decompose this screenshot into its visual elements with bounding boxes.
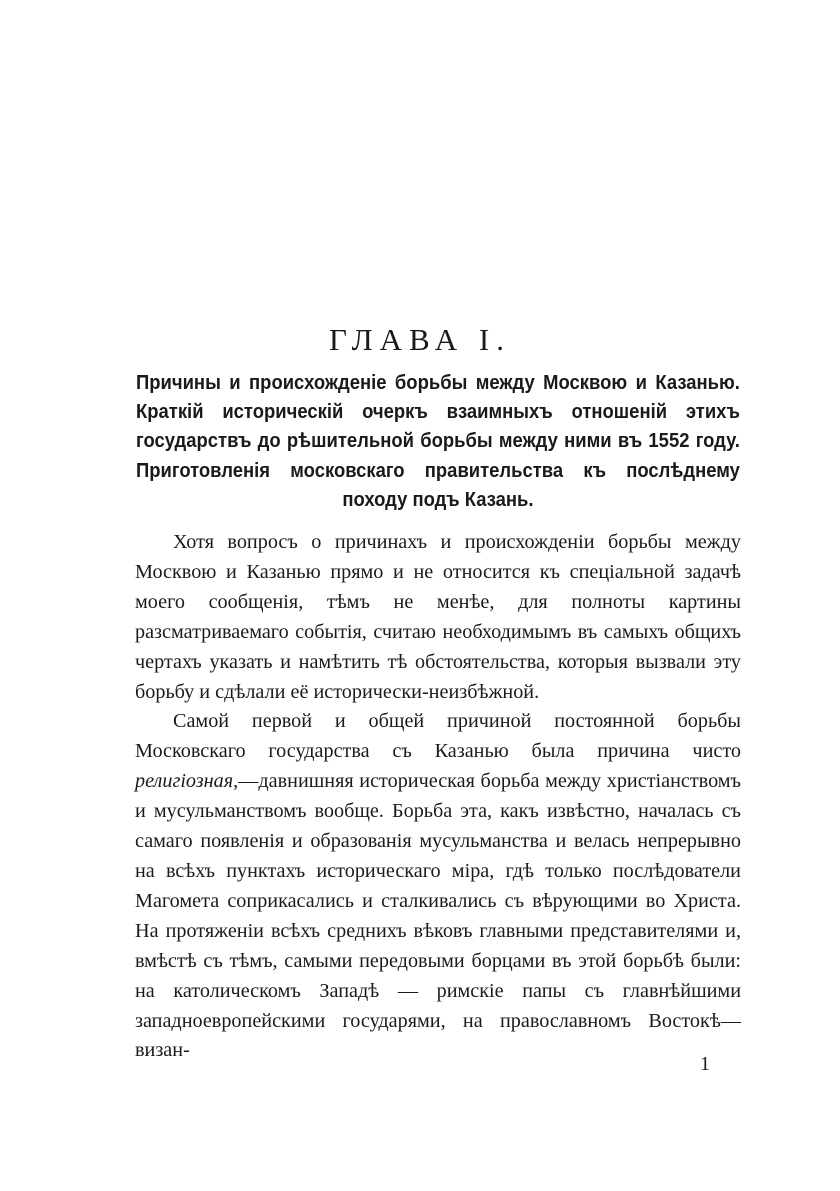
page-number: 1 bbox=[700, 1053, 710, 1075]
body-text bbox=[135, 528, 741, 1066]
paragraph-2-start: Самой первой и общей причиной постоянной борьбы Московскаго государства съ Казанью была причина чисто bbox=[135, 710, 741, 763]
paragraph-1: Хотя вопросъ о причинахъ и происхожденіи борьбы между Москвою и Казанью прямо и не относится къ спеціальной задачѣ моего сообщенія, тѣмъ не менѣе, для полноты картины разсматриваемаго событія, считаю необходимымъ въ самыхъ общихъ чертахъ указать и намѣтить тѣ обстоятельства, которыя вызвали эту борьбу и сдѣлали её исторически-неизбѣжной. bbox=[135, 531, 741, 703]
paragraph-2-rest: ,—давнишняя историческая борьба между христіанствомъ и мусульманствомъ вообще. Борьба эта, какъ извѣстно, началась съ самаго появленія и образованія мусульманства и велась непрерывно на всѣхъ пунктахъ историческаго міра, гдѣ только послѣдователи Магомета соприкасались и сталкивались съ вѣрующими во Христа. На протяженіи всѣхъ среднихъ вѣковъ главными представителями и, вмѣстѣ съ тѣмъ, самыми передовыми борцами въ этой борьбѣ были: на католическомъ Западѣ — римскіе папы съ главнѣйшими западноевропейскими государями, на православномъ Востокѣ—визан- bbox=[135, 770, 741, 1062]
paragraph-2-italic-word: религіозная bbox=[135, 770, 234, 793]
chapter-title: ГЛАВА I. bbox=[329, 322, 511, 357]
chapter-subtitle: Причины и происхожденіе борьбы между Москвою и Казанью. Краткій историческій очеркъ взаимныхъ отношеній этихъ государствъ до рѣшительной борьбы между ними въ 1552 году. Приготовленія московскаго правительства къ послѣднему походу подъ Казань. bbox=[136, 371, 740, 511]
paragraph-2 bbox=[135, 707, 741, 1066]
